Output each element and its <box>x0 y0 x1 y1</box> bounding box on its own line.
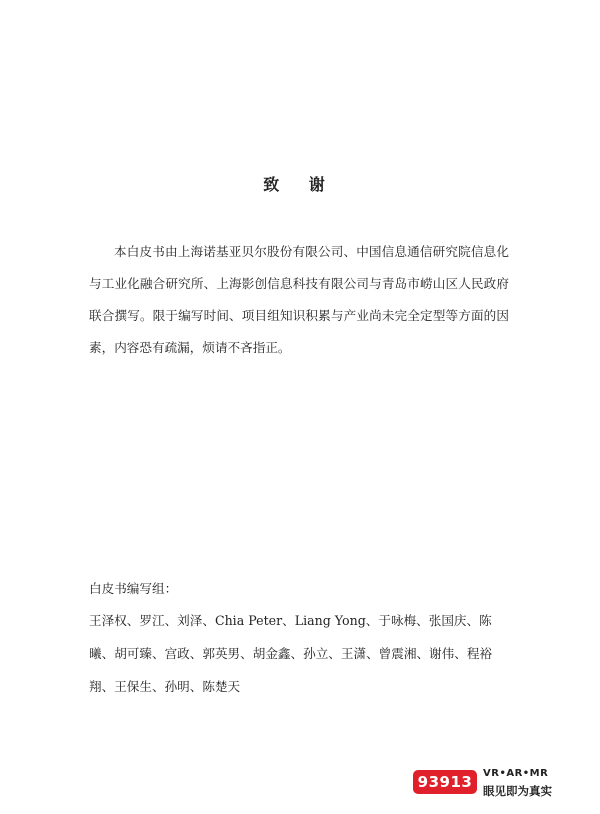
authors-text: 王泽权、罗江、刘泽、Chia Peter、Liang Yong、于咏梅、张国庆、陈曦、胡可臻、宫政、郭英男、胡金鑫、孙立、王潇、曾震湘、谢伟、程裕翔、王保生、孙明、陈楚天 <box>89 613 492 694</box>
acknowledgement-paragraph <box>89 236 509 364</box>
logo-number: 93913 <box>413 770 477 794</box>
logo-top-text: VR•AR•MR <box>483 768 549 779</box>
authors-label: 白皮书编写组： <box>89 581 178 596</box>
authors-list <box>89 604 509 703</box>
page-title: 致 谢 <box>263 175 337 194</box>
watermark-logo <box>413 766 563 802</box>
paragraph-text: 本白皮书由上海诺基亚贝尔股份有限公司、中国信息通信研究院信息化与工业化融合研究所、上海影创信息科技有限公司与青岛市崂山区人民政府联合撰写。限于编写时间、项目组知识积累与产业尚未完全定型等方面的因素，内容恐有疏漏，烦请不吝指正。 <box>89 244 509 355</box>
logo-slogan: 眼见即为真实 <box>483 784 552 798</box>
